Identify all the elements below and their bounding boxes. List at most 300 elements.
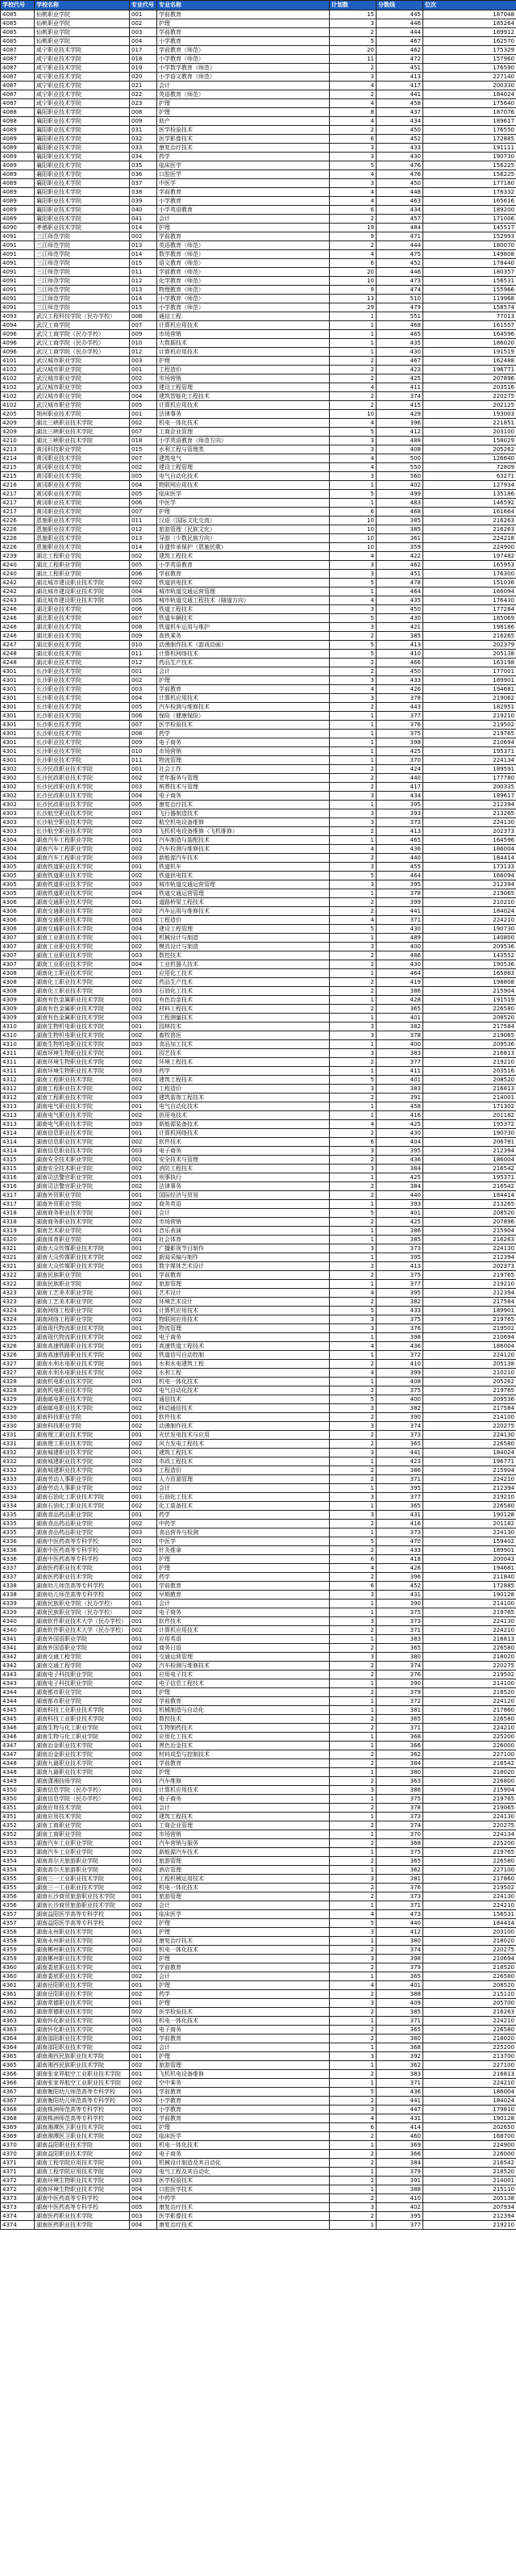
table-row (1, 1085, 516, 1094)
school-code-cell: 4361 (1, 1990, 35, 1999)
score-line-cell: 377 (377, 1280, 423, 1289)
plan-count-cell: 4 (330, 454, 377, 463)
table-row (1, 1910, 516, 1919)
table-row (1, 1600, 516, 1608)
table-row (1, 738, 516, 747)
table-row (1, 1005, 516, 1014)
major-name-cell: 电子商务 (157, 1333, 330, 1342)
major-code-cell: 001 (130, 1209, 157, 1218)
score-line-cell: 370 (377, 756, 423, 765)
major-name-cell: 护理 (157, 99, 330, 108)
score-line-cell: 386 (377, 987, 423, 996)
major-name-cell: 学前教育（师范） (157, 46, 330, 55)
table-row (1, 374, 516, 383)
plan-count-cell: 2 (330, 1520, 377, 1528)
school-name-cell: 黄冈职业技术学院 (35, 508, 130, 516)
plan-count-cell: 2 (330, 126, 377, 135)
rank-cell: 224130 (423, 1244, 516, 1253)
rank-cell: 219502 (423, 1324, 516, 1333)
school-code-cell: 4102 (1, 383, 35, 392)
table-row (1, 1191, 516, 1200)
rank-cell: 224218 (423, 534, 516, 543)
score-line-cell: 441 (377, 907, 423, 916)
school-code-cell: 4332 (1, 1449, 35, 1457)
plan-count-cell: 3 (330, 561, 377, 570)
school-name-cell: 湖南科技职业学院 (35, 1413, 130, 1422)
plan-count-cell: 2 (330, 774, 377, 783)
rank-cell: 224130 (423, 818, 516, 827)
score-line-cell: 399 (377, 1369, 423, 1378)
score-line-cell: 476 (377, 161, 423, 170)
school-code-cell: 4330 (1, 1422, 35, 1431)
school-code-cell: 4087 (1, 73, 35, 82)
score-line-cell: 365 (377, 1502, 423, 1511)
table-row (1, 1724, 516, 1733)
major-code-cell: 003 (130, 1120, 157, 1129)
major-code-cell: 001 (130, 1129, 157, 1138)
school-name-cell: 咸宁职业技术学院 (35, 46, 130, 55)
major-code-cell: 011 (130, 268, 157, 277)
score-line-cell: 391 (377, 1094, 423, 1102)
score-line-cell: 479 (377, 303, 423, 312)
school-name-cell: 湖南电气职业技术学院 (35, 1102, 130, 1111)
major-name-cell: 临床医学 (157, 490, 330, 499)
major-name-cell: 铁道机车运用与维护 (157, 623, 330, 632)
plan-count-cell: 1 (330, 2079, 377, 2088)
major-name-cell: 建筑工程技术 (157, 1449, 330, 1457)
major-name-cell: 医学检验技术 (157, 721, 330, 730)
table-row (1, 534, 516, 543)
rank-cell: 216542 (423, 1165, 516, 1173)
major-code-cell: 002 (130, 1715, 157, 1724)
major-name-cell: 环境工程技术 (157, 1058, 330, 1067)
school-name-cell: 武汉城市职业学院 (35, 392, 130, 401)
rank-cell: 163198 (423, 659, 516, 667)
plan-count-cell: 5 (330, 614, 377, 623)
school-name-cell: 湖南安全技术职业学院 (35, 1165, 130, 1173)
plan-count-cell: 1 (330, 996, 377, 1005)
plan-count-cell: 5 (330, 1919, 377, 1928)
plan-count-cell: 1 (330, 1484, 377, 1493)
major-code-cell: 037 (130, 179, 157, 188)
plan-count-cell: 2 (330, 1005, 377, 1014)
school-code-cell: 4321 (1, 1253, 35, 1262)
rank-cell: 215904 (423, 1466, 516, 1475)
table-row (1, 943, 516, 951)
major-name-cell: 康复治疗技术 (157, 2221, 330, 2230)
major-code-cell: 001 (130, 1378, 157, 1386)
plan-count-cell: 3 (330, 1493, 377, 1502)
plan-count-cell: 3 (330, 880, 377, 889)
rank-cell: 198186 (423, 623, 516, 632)
major-name-cell: 铁道交通运营管理 (157, 889, 330, 898)
score-line-cell: 390 (377, 1679, 423, 1688)
major-code-cell: 001 (130, 863, 157, 872)
major-code-cell: 003 (130, 1555, 157, 1564)
school-code-cell: 4301 (1, 685, 35, 694)
score-line-cell: 428 (377, 996, 423, 1005)
score-line-cell: 443 (377, 703, 423, 712)
score-line-cell: 395 (377, 1253, 423, 1262)
school-code-cell: 4301 (1, 703, 35, 712)
rank-cell: 209536 (423, 1395, 516, 1404)
school-name-cell: 湖南网络工程职业学院 (35, 1307, 130, 1315)
plan-count-cell: 4 (330, 188, 377, 197)
table-row (1, 1369, 516, 1378)
plan-count-cell: 3 (330, 1031, 377, 1040)
rank-cell: 220275 (423, 1946, 516, 1955)
school-code-cell: 4348 (1, 1759, 35, 1768)
score-line-cell: 368 (377, 1839, 423, 1848)
major-code-cell: 002 (130, 1919, 157, 1928)
school-name-cell: 湖南医药职业技术学院 (35, 2221, 130, 2230)
table-row (1, 2150, 516, 2159)
rank-cell: 190730 (423, 925, 516, 934)
major-code-cell: 001 (130, 1537, 157, 1546)
table-row (1, 268, 516, 277)
rank-cell: 211840 (423, 1573, 516, 1582)
major-name-cell: 黑色冶金技术 (157, 1742, 330, 1750)
school-name-cell: 湖南高速铁路职业技术学院 (35, 1342, 130, 1351)
school-code-cell: 4303 (1, 818, 35, 827)
plan-count-cell: 4 (330, 1981, 377, 1990)
major-name-cell: 计算机网络技术 (157, 650, 330, 659)
plan-count-cell: 1 (330, 1608, 377, 1617)
major-code-cell: 004 (130, 2194, 157, 2203)
major-name-cell: 计算机应用技术 (157, 1786, 330, 1795)
major-name-cell: 英语教育（师范） (157, 241, 330, 250)
school-name-cell: 湖南中医药高等专科学校 (35, 1546, 130, 1555)
major-code-cell: 008 (130, 108, 157, 117)
plan-count-cell: 3 (330, 73, 377, 82)
major-name-cell: 电子信息工程技术 (157, 1679, 330, 1688)
major-code-cell: 015 (130, 303, 157, 312)
school-name-cell: 湖南机电职业技术学院 (35, 1386, 130, 1395)
major-code-cell: 004 (130, 2221, 157, 2230)
table-row (1, 2052, 516, 2061)
school-name-cell: 黄冈职业技术学院 (35, 454, 130, 463)
school-code-cell: 4314 (1, 1138, 35, 1147)
school-code-cell: 4318 (1, 1209, 35, 1218)
table-row (1, 1307, 516, 1315)
school-code-cell: 4364 (1, 2034, 35, 2043)
major-name-cell: 高铁乘务 (157, 632, 330, 641)
table-row (1, 863, 516, 872)
plan-count-cell: 9 (330, 232, 377, 241)
major-name-cell: 物流管理 (157, 756, 330, 765)
major-name-cell: 小学数学教育（师范） (157, 64, 330, 73)
major-name-cell: 市场营销 (157, 374, 330, 383)
plan-count-cell: 1 (330, 1227, 377, 1236)
major-name-cell: 护理 (157, 1999, 330, 2008)
table-row (1, 1156, 516, 1165)
school-code-cell: 4369 (1, 2132, 35, 2141)
score-line-cell: 448 (377, 188, 423, 197)
major-name-cell: 畜牧兽医 (157, 1031, 330, 1040)
plan-count-cell: 2 (330, 1182, 377, 1191)
score-line-cell: 452 (377, 135, 423, 144)
major-code-cell: 001 (130, 1582, 157, 1591)
plan-count-cell: 3 (330, 1999, 377, 2008)
major-name-cell: 石油化工技术 (157, 987, 330, 996)
school-code-cell: 4305 (1, 872, 35, 880)
school-name-cell: 襄阳职业技术学院 (35, 144, 130, 153)
major-code-cell: 001 (130, 2070, 157, 2079)
major-code-cell: 002 (130, 676, 157, 685)
score-line-cell: 371 (377, 2079, 423, 2088)
school-name-cell: 湖南医药职业技术学院 (35, 2212, 130, 2221)
school-name-cell: 三江师范学院 (35, 303, 130, 312)
table-row (1, 1617, 516, 1626)
school-code-cell: 4320 (1, 1236, 35, 1244)
rank-cell: 226000 (423, 1742, 516, 1750)
major-code-cell: 008 (130, 623, 157, 632)
score-line-cell: 465 (377, 330, 423, 339)
major-name-cell: 数字媒体艺术设计 (157, 1262, 330, 1271)
table-row (1, 1990, 516, 1999)
major-name-cell: 药学 (157, 730, 330, 738)
school-name-cell: 湖南电气职业技术学院 (35, 1120, 130, 1129)
school-code-cell: 4313 (1, 1102, 35, 1111)
table-row (1, 1591, 516, 1600)
rank-cell: 205700 (423, 1999, 516, 2008)
plan-count-cell: 1 (330, 1253, 377, 1262)
rank-cell: 218520 (423, 1963, 516, 1972)
major-name-cell: 针灸推拿 (157, 1546, 330, 1555)
major-code-cell: 001 (130, 996, 157, 1005)
major-code-cell: 001 (130, 1981, 157, 1990)
school-code-cell: 4319 (1, 1227, 35, 1236)
school-code-cell: 4096 (1, 330, 35, 339)
school-code-cell: 4089 (1, 179, 35, 188)
major-name-cell: 电子商务 (157, 738, 330, 747)
school-code-cell: 4088 (1, 117, 35, 126)
table-row (1, 1378, 516, 1386)
school-name-cell: 湖南食品药品职业学院 (35, 1520, 130, 1528)
major-code-cell: 002 (130, 1138, 157, 1147)
table-row (1, 1884, 516, 1892)
major-code-cell: 002 (130, 1369, 157, 1378)
major-name-cell: 商务英语 (157, 1200, 330, 1209)
score-line-cell: 384 (377, 2159, 423, 2168)
school-name-cell: 湖南汽车工业职业学院 (35, 1848, 130, 1857)
score-line-cell: 386 (377, 1227, 423, 1236)
score-line-cell: 378 (377, 1804, 423, 1813)
rank-cell: 194681 (423, 685, 516, 694)
school-code-cell: 4348 (1, 1768, 35, 1777)
rank-cell: 226580 (423, 1972, 516, 1981)
school-name-cell: 湖南食品药品职业学院 (35, 1528, 130, 1537)
school-code-cell: 4089 (1, 215, 35, 224)
major-code-cell: 017 (130, 46, 157, 55)
plan-count-cell: 1 (330, 588, 377, 596)
plan-count-cell: 4 (330, 685, 377, 694)
major-name-cell: 电子商务 (157, 2026, 330, 2034)
rank-cell: 216263 (423, 1236, 516, 1244)
plan-count-cell: 2 (330, 1129, 377, 1138)
score-line-cell: 373 (377, 1617, 423, 1626)
score-line-cell: 430 (377, 348, 423, 357)
plan-count-cell: 2 (330, 2070, 377, 2079)
major-code-cell: 002 (130, 1218, 157, 1227)
plan-count-cell: 3 (330, 1165, 377, 1173)
major-name-cell: 新能源装备技术 (157, 1120, 330, 1129)
plan-count-cell: 1 (330, 1733, 377, 1742)
school-code-cell: 4094 (1, 321, 35, 330)
major-code-cell: 007 (130, 428, 157, 437)
plan-count-cell: 4 (330, 1120, 377, 1129)
plan-count-cell: 5 (330, 1076, 377, 1085)
plan-count-cell: 10 (330, 516, 377, 525)
table-row (1, 889, 516, 898)
table-row (1, 1493, 516, 1502)
major-code-cell: 002 (130, 1901, 157, 1910)
rank-cell: 226580 (423, 1857, 516, 1866)
plan-count-cell: 2 (330, 1156, 377, 1165)
major-name-cell: 学前教育 (157, 2088, 330, 2097)
major-code-cell: 002 (130, 232, 157, 241)
school-name-cell: 湖北城市建设职业技术学院 (35, 588, 130, 596)
table-row (1, 348, 516, 357)
major-code-cell: 003 (130, 854, 157, 863)
score-line-cell: 472 (377, 55, 423, 64)
school-name-cell: 长沙民政职业技术学院 (35, 774, 130, 783)
rank-cell: 219502 (423, 1884, 516, 1892)
rank-cell: 184414 (423, 854, 516, 863)
major-code-cell: 002 (130, 1972, 157, 1981)
plan-count-cell: 3 (330, 1511, 377, 1520)
school-code-cell: 4248 (1, 650, 35, 659)
rank-cell: 176590 (423, 64, 516, 73)
score-line-cell: 441 (377, 2097, 423, 2106)
major-name-cell: 社会工作 (157, 765, 330, 774)
table-row (1, 916, 516, 925)
school-name-cell: 湖南生物与化工职业学院 (35, 1724, 130, 1733)
school-code-cell: 4308 (1, 978, 35, 987)
plan-count-cell: 2 (330, 827, 377, 836)
school-code-cell: 4361 (1, 1981, 35, 1990)
school-name-cell: 湖南外贸职业学院 (35, 1191, 130, 1200)
major-code-cell: 018 (130, 437, 157, 445)
plan-count-cell: 2 (330, 1262, 377, 1271)
major-name-cell: 临床医学 (157, 161, 330, 170)
school-code-cell: 4351 (1, 1804, 35, 1813)
school-code-cell: 4326 (1, 1351, 35, 1360)
major-code-cell: 001 (130, 809, 157, 818)
major-name-cell: 护理 (157, 1981, 330, 1990)
school-code-cell: 4309 (1, 996, 35, 1005)
major-name-cell: 学前教育 (157, 28, 330, 37)
school-name-cell: 湖南电子科技职业学院 (35, 1679, 130, 1688)
table-row (1, 801, 516, 809)
school-code-cell: 4372 (1, 2185, 35, 2194)
rank-cell: 145517 (423, 224, 516, 232)
major-name-cell: 助产 (157, 117, 330, 126)
plan-count-cell: 1 (330, 2185, 377, 2194)
plan-count-cell: 1 (330, 1067, 377, 1076)
major-name-cell: 学前教育 (157, 570, 330, 579)
major-code-cell: 001 (130, 1493, 157, 1502)
score-line-cell: 458 (377, 99, 423, 108)
school-code-cell: 4352 (1, 1830, 35, 1839)
score-line-cell: 391 (377, 2177, 423, 2185)
table-row (1, 588, 516, 596)
table-row (1, 1449, 516, 1457)
school-code-cell: 4247 (1, 641, 35, 650)
score-line-cell: 412 (377, 1928, 423, 1937)
major-code-cell: 001 (130, 1173, 157, 1182)
score-line-cell: 376 (377, 1324, 423, 1333)
school-name-cell: 湖南益阳职业技术学院 (35, 2150, 130, 2159)
score-line-cell: 450 (377, 179, 423, 188)
rank-cell: 219210 (423, 1058, 516, 1067)
school-code-cell: 4310 (1, 1040, 35, 1049)
table-row (1, 1058, 516, 1067)
rank-cell: 215904 (423, 1227, 516, 1236)
major-name-cell: 口腔医学技术 (157, 2185, 330, 2194)
table-row (1, 1067, 516, 1076)
school-name-cell: 湖南中医药高等专科学校 (35, 2194, 130, 2203)
major-code-cell: 001 (130, 1236, 157, 1244)
rank-cell: 190128 (423, 1591, 516, 1600)
school-code-cell: 4313 (1, 1120, 35, 1129)
major-code-cell: 003 (130, 1147, 157, 1156)
rank-cell: 72809 (423, 463, 516, 472)
major-name-cell: 建筑智能化工程技术 (157, 392, 330, 401)
score-line-cell: 395 (377, 2212, 423, 2221)
major-code-cell: 002 (130, 1848, 157, 1857)
table-row (1, 623, 516, 632)
rank-cell: 203100 (423, 428, 516, 437)
table-row (1, 1351, 516, 1360)
school-name-cell: 襄阳职业技术学院 (35, 117, 130, 126)
table-row (1, 1768, 516, 1777)
score-line-cell: 366 (377, 2150, 423, 2159)
major-name-cell: 模具设计与制造 (157, 943, 330, 951)
rank-cell: 208520 (423, 1209, 516, 1218)
school-code-cell: 4214 (1, 454, 35, 463)
plan-count-cell: 2 (330, 1386, 377, 1395)
school-code-cell: 4338 (1, 1591, 35, 1600)
rank-cell: 224120 (423, 1697, 516, 1706)
score-line-cell: 444 (377, 28, 423, 37)
table-row (1, 1804, 516, 1813)
major-code-cell: 004 (130, 2185, 157, 2194)
score-line-cell: 431 (377, 1511, 423, 1520)
school-code-cell: 4301 (1, 738, 35, 747)
rank-cell: 216813 (423, 1635, 516, 1644)
major-name-cell: 机电一体化技术 (157, 2017, 330, 2026)
school-code-cell: 4353 (1, 1839, 35, 1848)
major-code-cell: 040 (130, 206, 157, 215)
table-row (1, 721, 516, 730)
major-name-cell: 旅游管理 (157, 1280, 330, 1289)
major-code-cell: 002 (130, 1386, 157, 1395)
plan-count-cell: 1 (330, 1351, 377, 1360)
school-code-cell: 4309 (1, 1005, 35, 1014)
rank-cell: 182951 (423, 703, 516, 712)
table-row (1, 499, 516, 508)
major-code-cell: 002 (130, 943, 157, 951)
school-name-cell: 湖南理工职业技术学院 (35, 1431, 130, 1440)
rank-cell: 189901 (423, 676, 516, 685)
school-name-cell: 湖南长沙商贸旅游职业技术学院 (35, 1892, 130, 1901)
table-row (1, 277, 516, 286)
school-name-cell: 湖南劳动人事职业学院 (35, 1475, 130, 1484)
rank-cell: 187076 (423, 108, 516, 117)
score-line-cell: 425 (377, 374, 423, 383)
table-row (1, 392, 516, 401)
